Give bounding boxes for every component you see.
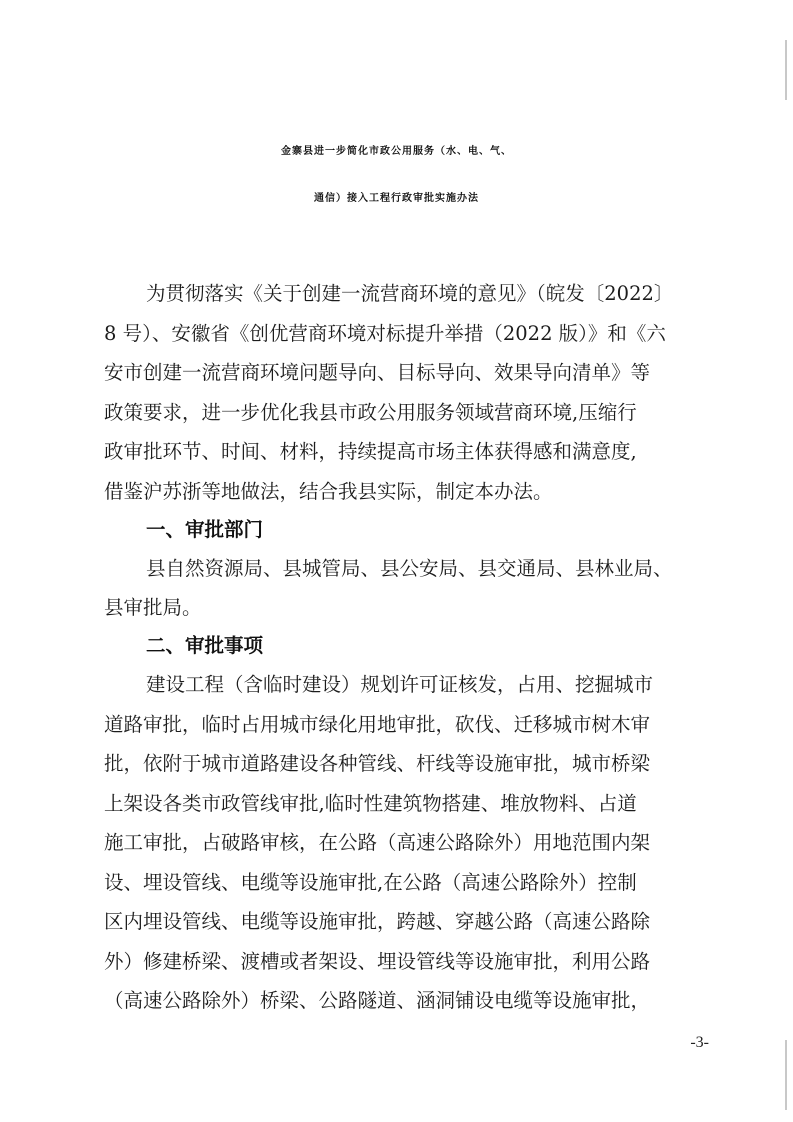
- intro-line: 借鉴沪苏浙等地做法，结合我县实际，制定本办法。: [104, 480, 553, 503]
- section2-line: 上架设各类市政管线审批,临时性建筑物搭建、堆放物料、占道: [104, 792, 637, 815]
- section1-line: 县审批局。: [104, 596, 202, 619]
- section2-line: 批，依附于城市道路建设各种管线、杆线等设施审批，城市桥梁: [104, 752, 651, 775]
- page-number: -3-: [690, 1034, 709, 1051]
- scan-edge-mark: [785, 40, 787, 100]
- section1-line: 县自然资源局、县城管局、县公安局、县交通局、县林业局、: [146, 557, 673, 580]
- intro-line: 政审批环节、时间、材料，持续提高市场主体获得感和满意度,: [104, 440, 637, 463]
- section2-line: 外）修建桥梁、渡槽或者架设、埋设管线等设施审批，利用公路: [104, 950, 651, 973]
- intro-line: 安市创建一流营商环境问题导向、目标导向、效果导向清单》等: [104, 361, 651, 384]
- section2-line: 道路审批，临时占用城市绿化用地审批，砍伐、迁移城市树木审: [104, 713, 651, 736]
- section2-line: （高速公路除外）桥梁、公路隧道、涵洞铺设电缆等设施审批，: [104, 989, 651, 1012]
- document-title-line-2: 通信）接入工程行政审批实施办法: [314, 193, 479, 204]
- section-heading-approval-departments: 一、审批部门: [146, 518, 264, 541]
- section2-line: 建设工程（含临时建设）规划许可证核发，占用、挖掘城市: [146, 673, 654, 696]
- section-heading-approval-items: 二、审批事项: [146, 634, 264, 657]
- document-title-line-1: 金寨县进一步简化市政公用服务（水、电、气、: [281, 146, 512, 157]
- intro-line: 为贯彻落实《关于创建一流营商环境的意见》（皖发〔2022〕: [146, 282, 674, 305]
- section2-line: 施工审批，占破路审核，在公路（高速公路除外）用地范围内架: [104, 831, 651, 854]
- intro-line: 8 号）、安徽省《创优营商环境对标提升举措（2022 版）》和《六: [104, 322, 666, 345]
- section2-line: 设、埋设管线、电缆等设施审批,在公路（高速公路除外）控制: [104, 871, 637, 894]
- scan-edge-mark: [785, 1040, 787, 1110]
- intro-line: 政策要求，进一步优化我县市政公用服务领域营商环境,压缩行: [104, 401, 637, 424]
- section2-line: 区内埋设管线、电缆等设施审批，跨越、穿越公路（高速公路除: [104, 910, 651, 933]
